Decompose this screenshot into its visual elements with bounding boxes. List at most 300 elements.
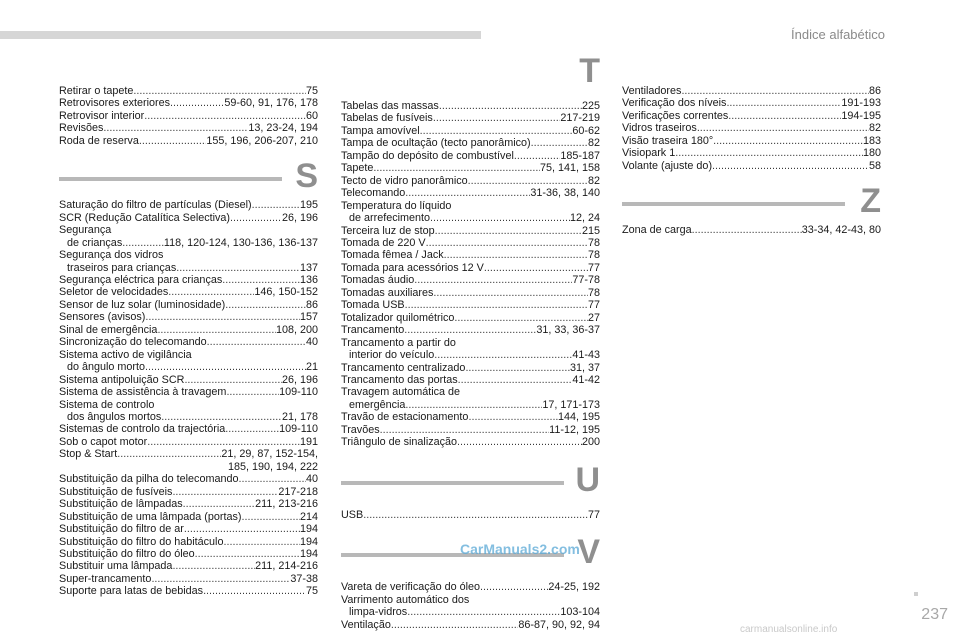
entry-pages: 108, 200: [275, 323, 318, 336]
entry-pages: 86: [868, 85, 881, 97]
entry-pages: 211, 214-216: [255, 560, 318, 573]
page-title: Índice alfabético: [791, 27, 885, 42]
index-entry: [59, 523, 318, 535]
page-number: 237: [921, 606, 948, 623]
dot-leader: [170, 97, 224, 109]
entry-pages: 82: [868, 122, 881, 135]
dot-leader: [404, 324, 536, 336]
index-entry: [341, 137, 600, 149]
entry-pages: 144, 195: [557, 411, 600, 424]
entry-pages: 26, 196: [281, 211, 318, 224]
dot-leader: [439, 100, 582, 112]
index-entry: [341, 100, 600, 112]
index-entry: [341, 399, 600, 411]
index-column-1: [59, 85, 318, 598]
entry-pages: 21: [305, 361, 318, 374]
entry-term: Travagem automática de: [341, 386, 461, 399]
entry-term: Tabelas das massas: [341, 100, 439, 112]
index-entry: [59, 324, 318, 336]
dot-leader: [225, 299, 306, 311]
header-bar: [0, 31, 481, 39]
index-entry: [341, 175, 600, 187]
dot-leader: [144, 110, 306, 122]
entries-z: [622, 224, 881, 236]
watermark: CarManuals2.com: [460, 541, 580, 557]
dot-leader: [207, 336, 306, 348]
entry-term: Vareta de verificação do óleo: [341, 581, 481, 594]
entry-pages: 211, 213-216: [255, 498, 318, 511]
index-column-3: [622, 85, 881, 237]
dot-leader: [172, 560, 255, 572]
entry-term: Substituir uma lâmpada: [59, 560, 173, 573]
entry-pages: 136: [299, 273, 318, 286]
dot-leader: [454, 312, 588, 324]
index-entry: [341, 312, 600, 324]
index-entry: [59, 423, 318, 435]
section-letter: T: [579, 52, 600, 90]
entry-term: Substituição de fusíveis: [59, 485, 173, 498]
dot-leader: [223, 536, 300, 548]
dot-leader: [430, 212, 570, 224]
index-entry: [622, 110, 881, 122]
index-entry: [59, 262, 318, 274]
entry-pages: 137: [299, 261, 318, 274]
index-entry: [341, 287, 600, 299]
dot-leader: [195, 548, 300, 560]
entry-pages: 75, 141, 158: [539, 162, 600, 175]
entry-pages: 17, 171-173: [542, 398, 600, 411]
index-entry: [59, 286, 318, 298]
entry-term: Tampão do depósito de combustível: [341, 149, 514, 162]
index-entry: [59, 212, 318, 224]
footer-url: carmanualsonline.info: [740, 624, 838, 635]
entry-pages: 200: [581, 436, 600, 449]
index-entry: [341, 225, 600, 237]
entry-term: Segurança: [59, 224, 112, 237]
section-letter: V: [577, 533, 600, 572]
entry-pages: 82: [587, 137, 600, 150]
index-entry: [622, 147, 881, 159]
dot-leader: [139, 135, 207, 147]
index-entry: [59, 436, 318, 448]
index-entry: [341, 374, 600, 386]
entry-pages: 11-12, 195: [549, 423, 600, 436]
entries-t: [341, 100, 600, 449]
dot-leader: [433, 287, 588, 299]
dot-leader: [405, 399, 542, 411]
entry-pages: 185-187: [560, 149, 600, 162]
entry-pages: 78: [587, 236, 600, 249]
index-entry: [341, 436, 600, 448]
entry-pages: 60: [305, 109, 318, 122]
index-entry: [59, 573, 318, 585]
entry-pages: 194: [299, 535, 318, 548]
index-entry: [341, 212, 600, 224]
entry-pages: 40: [305, 473, 318, 486]
entry-term: do ângulo morto: [67, 361, 146, 374]
dot-leader: [222, 274, 300, 286]
dot-leader: [184, 523, 300, 535]
entry-term: Sensores (avisos): [59, 311, 146, 324]
entry-pages: 78: [587, 286, 600, 299]
entry-pages: 31, 33, 36-37: [536, 324, 600, 337]
entry-pages: 24-25, 192: [548, 581, 600, 594]
entry-term: Travões: [341, 423, 380, 436]
dot-leader: [363, 509, 588, 521]
dot-leader: [681, 85, 869, 97]
dot-leader: [728, 110, 841, 122]
entry-term: Sistemas de controlo da trajectória: [59, 423, 226, 436]
entry-pages: 77: [587, 261, 600, 274]
index-entry: [341, 606, 600, 618]
dot-leader: [225, 423, 279, 435]
entry-term: Sensor de luz solar (luminosidade): [59, 298, 226, 311]
dot-leader: [373, 162, 540, 174]
dot-leader: [252, 199, 300, 211]
entry-pages: 86: [305, 298, 318, 311]
entry-term: Tomada para acessórios 12 V: [341, 261, 484, 274]
dot-leader: [184, 374, 282, 386]
entry-term: SCR (Redução Catalítica Selectiva): [59, 211, 231, 224]
index-entry: [341, 187, 600, 199]
entries-s: [59, 199, 318, 598]
entry-term: Substituição do filtro do óleo: [59, 547, 195, 560]
entry-pages: 180: [862, 147, 881, 160]
index-entry: [341, 237, 600, 249]
dot-leader: [692, 224, 802, 236]
dot-leader: [405, 299, 588, 311]
dot-leader: [168, 286, 254, 298]
index-entry: [341, 249, 600, 261]
entry-term: Verificações correntes: [622, 109, 729, 122]
index-entry: [622, 85, 881, 97]
entry-term: Tecto de vidro panorâmico: [341, 174, 468, 187]
dot-leader: [531, 137, 588, 149]
entry-term: Suporte para latas de bebidas: [59, 585, 204, 598]
entry-term: emergência: [349, 398, 406, 411]
index-entry: [59, 299, 318, 311]
dot-leader: [514, 150, 561, 162]
entry-pages: 78: [587, 249, 600, 262]
index-entry: [341, 299, 600, 311]
index-entry: [59, 135, 318, 147]
index-entry: [341, 581, 600, 593]
entry-term: Substituição do filtro de ar: [59, 523, 184, 536]
entry-pages: 59-60, 91, 176, 178: [224, 97, 318, 110]
entry-term: Super-trancamento: [59, 572, 152, 585]
index-entry: [59, 85, 318, 97]
dot-leader: [176, 262, 300, 274]
section-letter: Z: [860, 182, 881, 221]
dot-leader: [238, 473, 306, 485]
entries-v: [622, 85, 881, 172]
entry-pages: 217-218: [278, 485, 318, 498]
dot-leader: [226, 386, 279, 398]
dot-leader: [458, 374, 573, 386]
entries-v: [341, 581, 600, 631]
entry-term: Seletor de velocidades: [59, 286, 169, 299]
entry-term: Varrimento automático dos: [341, 593, 470, 606]
entry-pages: 77: [587, 299, 600, 312]
entry-pages: 21, 29, 87, 152-154,: [221, 448, 318, 461]
dot-leader: [713, 135, 863, 147]
entry-pages: 157: [299, 311, 318, 324]
dot-leader: [133, 85, 306, 97]
index-entry: [341, 337, 600, 349]
index-entry: [341, 411, 600, 423]
dot-leader: [484, 262, 588, 274]
dot-leader: [468, 411, 558, 423]
index-entry: [59, 461, 318, 473]
entry-pages: 185, 190, 194, 222: [227, 460, 318, 473]
entry-term: dos ângulos mortos: [67, 410, 162, 423]
entry-term: Tapete: [341, 162, 374, 175]
index-entry: [622, 122, 881, 134]
entry-term: Segurança eléctrica para crianças: [59, 273, 223, 286]
entry-term: Tomadas áudio: [341, 274, 415, 287]
entry-term: Substituição de lâmpadas: [59, 498, 183, 511]
entry-term: Trancamento das portas: [341, 373, 458, 386]
entry-pages: 103-104: [560, 606, 600, 619]
entry-pages: 195: [299, 199, 318, 212]
dot-leader: [712, 160, 869, 172]
dot-leader: [145, 311, 300, 323]
entry-term: limpa-vidros: [349, 606, 408, 619]
dot-leader: [480, 581, 548, 593]
section-header-t: [341, 52, 600, 94]
index-entry: [341, 362, 600, 374]
entry-pages: 194-195: [841, 109, 881, 122]
index-entry: [59, 548, 318, 560]
index-entry: [59, 110, 318, 122]
entry-pages: 183: [862, 134, 881, 147]
dot-leader: [391, 619, 519, 631]
entry-pages: 191: [299, 435, 318, 448]
entry-pages: 37-38: [290, 572, 318, 585]
section-header-u: [341, 460, 600, 503]
entry-term: Zona de carga: [622, 224, 692, 237]
entry-pages: 217-219: [560, 112, 600, 125]
dot-leader: [457, 436, 582, 448]
entry-pages: 109-110: [279, 423, 318, 436]
entry-pages: 146, 150-152: [254, 286, 318, 299]
entry-term: Temperatura do líquido: [341, 199, 452, 212]
dot-leader: [433, 112, 561, 124]
entry-term: de arrefecimento: [349, 212, 431, 225]
entry-term: Segurança dos vidros: [59, 249, 164, 262]
dot-leader: [468, 175, 588, 187]
index-entry: [59, 274, 318, 286]
dot-leader: [444, 249, 588, 261]
entry-pages: 33-34, 42-43, 80: [801, 224, 881, 237]
dot-leader: [675, 147, 863, 159]
section-divider: [341, 481, 564, 485]
index-entry: [59, 585, 318, 597]
index-entry: [59, 448, 318, 460]
index-entry: [341, 150, 600, 162]
dot-leader: [420, 125, 573, 137]
entry-pages: 75: [305, 585, 318, 598]
entry-pages: 21, 178: [281, 410, 318, 423]
entry-term: USB: [341, 508, 364, 521]
entry-term: Sistema antipoluição SCR: [59, 373, 185, 386]
section-divider: [59, 177, 282, 181]
dot-leader: [151, 573, 290, 585]
entry-term: Tampa de ocultação (tecto panorâmico): [341, 137, 531, 150]
dot-leader: [157, 324, 276, 336]
entry-term: Sob o capot motor: [59, 435, 148, 448]
entry-term: Sinal de emergência: [59, 323, 158, 336]
entry-term: Vidros traseiros: [622, 122, 697, 135]
index-entry: [341, 262, 600, 274]
entry-term: Totalizador quilométrico: [341, 311, 455, 324]
entries-r: [59, 85, 318, 147]
index-entry: [341, 200, 600, 212]
dot-leader: [122, 237, 164, 249]
entry-term: Tomada fêmea / Jack: [341, 249, 444, 262]
dot-leader: [407, 606, 560, 618]
dot-leader: [414, 274, 572, 286]
dot-leader: [183, 498, 256, 510]
entry-pages: 12, 24: [569, 212, 600, 225]
entry-pages: 155, 196, 206-207, 210: [206, 134, 318, 147]
entry-term: Roda de reserva: [59, 134, 139, 147]
dot-leader: [203, 585, 306, 597]
entry-term: traseiros para crianças: [67, 261, 177, 274]
entry-term: Substituição de uma lâmpada (portas): [59, 510, 242, 523]
entry-term: Tabelas de fusíveis: [341, 112, 433, 125]
entry-term: Sincronização do telecomando: [59, 336, 207, 349]
index-entry: [59, 486, 318, 498]
entry-term: Ventilação: [341, 618, 391, 631]
dot-leader: [103, 122, 248, 134]
entry-pages: 77: [587, 508, 600, 521]
index-entry: [622, 135, 881, 147]
entry-pages: 40: [305, 336, 318, 349]
entry-term: Revisões: [59, 122, 104, 135]
entry-term: Visão traseira 180°: [622, 134, 714, 147]
entry-pages: 82: [587, 174, 600, 187]
entries-u: [341, 509, 600, 521]
dot-leader: [230, 212, 282, 224]
entry-pages: 75: [305, 85, 318, 97]
entry-term: Ventiladores: [622, 85, 682, 97]
index-entry: [59, 336, 318, 348]
entry-term: Retrovisores exteriores: [59, 97, 171, 110]
entry-term: Tampa amovível: [341, 124, 420, 137]
index-entry: [341, 274, 600, 286]
entry-pages: 86-87, 90, 92, 94: [518, 618, 600, 631]
entry-term: Terceira luz de stop: [341, 224, 435, 237]
section-letter: U: [575, 460, 600, 499]
dot-leader: [434, 349, 572, 361]
index-entry: [622, 97, 881, 109]
index-entry: [59, 374, 318, 386]
entry-term: Telecomando: [341, 187, 406, 200]
dot-leader: [117, 448, 221, 460]
index-entry: [59, 349, 318, 361]
entry-pages: 58: [868, 159, 881, 172]
entry-pages: 214: [299, 510, 318, 523]
entry-pages: 77-78: [572, 274, 600, 287]
index-entry: [59, 473, 318, 485]
entry-term: Retirar o tapete: [59, 85, 134, 97]
entry-pages: 194: [299, 523, 318, 536]
entry-pages: 109-110: [279, 386, 318, 399]
entry-pages: 215: [581, 224, 600, 237]
entry-term: Trancamento centralizado: [341, 361, 466, 374]
index-entry: [59, 511, 318, 523]
dot-leader: [697, 122, 869, 134]
index-entry: [341, 424, 600, 436]
entry-term: Substituição da pilha do telecomando: [59, 473, 239, 486]
entry-term: Tomada de 220 V: [341, 236, 426, 249]
entry-term: Volante (ajuste do): [622, 159, 713, 172]
index-entry: [59, 560, 318, 572]
entry-pages: 26, 196: [281, 373, 318, 386]
entry-term: Retrovisor interior: [59, 109, 145, 122]
index-entry: [59, 311, 318, 323]
section-letter: S: [295, 157, 318, 196]
entry-pages: 60-62: [572, 124, 600, 137]
entry-term: Saturação do filtro de partículas (Diesel): [59, 199, 252, 212]
index-entry: [341, 324, 600, 336]
section-header-z: [622, 182, 881, 224]
index-entry: [341, 386, 600, 398]
index-entry: [59, 249, 318, 261]
dot-leader: [147, 436, 300, 448]
dot-leader: [465, 362, 570, 374]
index-entry: [59, 122, 318, 134]
entry-pages: 225: [581, 100, 600, 112]
dot-leader: [161, 411, 282, 423]
index-entry: [59, 498, 318, 510]
index-entry: [59, 536, 318, 548]
index-entry: [341, 125, 600, 137]
entry-pages: 41-42: [572, 373, 600, 386]
entry-term: interior do veículo: [349, 349, 435, 362]
dot-leader: [380, 424, 550, 436]
entry-term: Tomada USB: [341, 299, 405, 312]
entry-pages: 13, 23-24, 194: [248, 122, 318, 135]
entry-term: Tomadas auxiliares: [341, 286, 434, 299]
dot-leader: [405, 187, 530, 199]
index-entry: [341, 162, 600, 174]
entry-term: Sistema de controlo: [59, 398, 155, 411]
entry-term: Triângulo de sinalização: [341, 436, 458, 449]
dot-leader: [426, 237, 588, 249]
entry-term: Verificação dos níveis: [622, 97, 727, 110]
dot-leader: [435, 225, 582, 237]
entry-pages: 27: [587, 311, 600, 324]
entry-term: Visiopark 1: [622, 147, 676, 160]
entry-pages: 194: [299, 547, 318, 560]
index-entry: [59, 199, 318, 211]
entry-term: Trancamento: [341, 324, 405, 337]
entry-term: Stop & Start: [59, 448, 118, 461]
dot-leader: [726, 97, 841, 109]
dot-leader: [241, 511, 300, 523]
entry-pages: 191-193: [841, 97, 881, 110]
index-entry: [59, 399, 318, 411]
entry-pages: 31, 37: [569, 361, 600, 374]
entry-term: Substituição do filtro do habitáculo: [59, 535, 224, 548]
index-entry: [59, 224, 318, 236]
index-entry: [59, 411, 318, 423]
entry-pages: 31-36, 38, 140: [530, 187, 600, 200]
entry-term: Sistema de assistência à travagem: [59, 386, 227, 399]
index-entry: [622, 224, 881, 236]
